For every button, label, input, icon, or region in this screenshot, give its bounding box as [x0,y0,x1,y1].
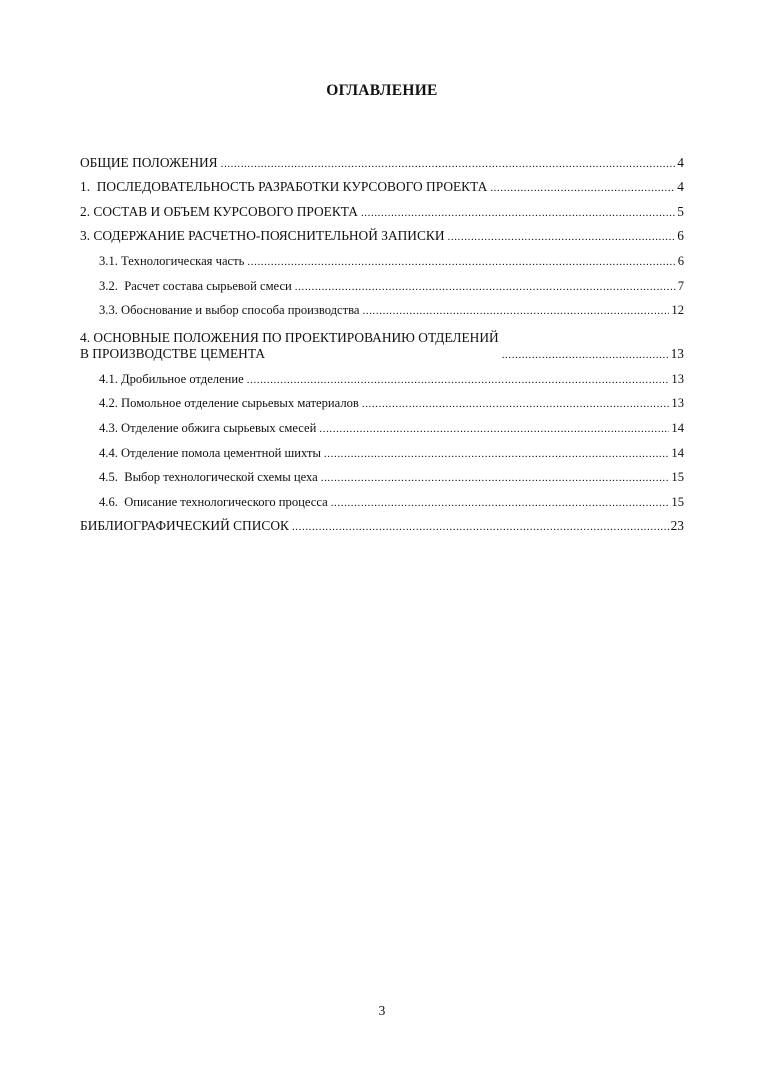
toc-leader-dots [490,181,675,195]
toc-entry-page: 6 [677,253,684,268]
toc-leader-dots [292,520,669,534]
toc-subentry[interactable] [80,387,684,412]
toc-subentry[interactable] [80,294,684,319]
toc-leader-dots [362,397,670,411]
toc-entry-page: 5 [677,203,684,219]
toc-subentry[interactable] [80,362,684,387]
document-title: ОГЛАВЛЕНИЕ [326,82,438,99]
toc-entry-page: 14 [671,420,684,435]
toc-entry-label: БИБЛИОГРАФИЧЕСКИЙ СПИСОК [80,518,289,534]
toc-entry-page: 14 [671,445,684,460]
toc-subentry[interactable] [80,436,684,461]
toc-entry-label: 4.5. Выбор технологической схемы цеха [99,470,318,485]
toc-subentry[interactable] [80,269,684,294]
toc-leader-dots [502,348,669,362]
toc-entry-label: 4.4. Отделение помола цементной шихты [99,445,321,460]
toc-entry[interactable] [80,318,684,362]
toc-entry-label: 1. ПОСЛЕДОВАТЕЛЬНОСТЬ РАЗРАБОТКИ КУРСОВОГО ПРОЕКТА [80,179,488,195]
toc-entry[interactable] [80,146,684,171]
toc-entry-label: 4.1. Дробильное отделение [99,371,244,386]
toc-entry-label: 3.1. Технологическая часть [99,253,245,268]
toc-entry-page: 4 [677,154,684,170]
toc-entry-page: 23 [670,518,684,534]
toc-entry-label: 3.2. Расчет состава сырьевой смеси [99,278,292,293]
toc-entry-label: 2. СОСТАВ И ОБЪЕМ КУРСОВОГО ПРОЕКТА [80,203,358,219]
toc-leader-dots [221,157,676,171]
page-number: 3 [378,1003,386,1018]
toc-leader-dots [319,422,669,436]
toc-entry-label: 4.2. Помольное отделение сырьевых материалов [99,396,359,411]
toc-entry-page: 13 [671,371,684,386]
toc-entry-label: ОБЩИЕ ПОЛОЖЕНИЯ [80,154,218,170]
toc-entry-label: 3.3. Обоснование и выбор способа производства [99,303,360,318]
toc-leader-dots [321,471,670,485]
toc-entry-label: 4.6. Описание технологического процесса [99,494,328,509]
toc-entry-label: 4.3. Отделение обжига сырьевых смесей [99,420,317,435]
toc-entry-label: 4. ОСНОВНЫЕ ПОЛОЖЕНИЯ ПО ПРОЕКТИРОВАНИЮ ОТДЕЛЕНИЙ [80,330,499,346]
toc-entry[interactable] [80,171,684,196]
toc-entry[interactable] [80,510,684,535]
toc-entry-page: 15 [671,494,684,509]
toc-entry-page: 4 [677,179,684,195]
toc-entry-page: 12 [671,303,684,318]
toc-entry-page: 15 [671,470,684,485]
toc-entry-page: 13 [670,346,684,362]
toc-entry-page: 13 [671,396,684,411]
toc-leader-dots [324,447,669,461]
table-of-contents [80,146,684,534]
toc-leader-dots [363,304,670,318]
toc-entry-label-line2: В ПРОИЗВОДСТВЕ ЦЕМЕНТА [80,346,266,362]
toc-entry-label-block [80,330,499,362]
toc-entry-label: 3. СОДЕРЖАНИЕ РАСЧЕТНО-ПОЯСНИТЕЛЬНОЙ ЗАПИСКИ [80,228,445,244]
toc-leader-dots [295,280,676,294]
toc-leader-dots [361,206,675,220]
toc-leader-dots [247,255,675,269]
toc-leader-dots [331,496,670,510]
toc-entry[interactable] [80,195,684,220]
toc-entry-page: 7 [677,278,684,293]
toc-entry[interactable] [80,220,684,245]
toc-leader-dots [247,373,670,387]
toc-subentry[interactable] [80,485,684,510]
toc-leader-dots [448,230,676,244]
toc-subentry[interactable] [80,411,684,436]
toc-subentry[interactable] [80,461,684,486]
toc-subentry[interactable] [80,244,684,269]
toc-entry-page: 6 [677,228,684,244]
